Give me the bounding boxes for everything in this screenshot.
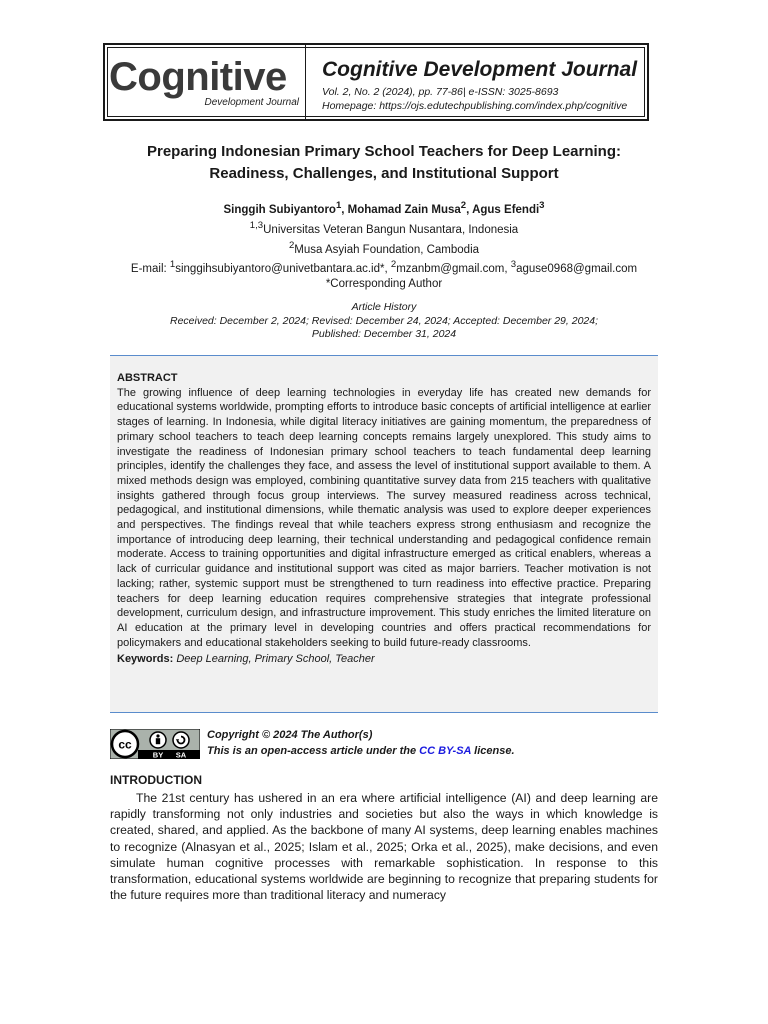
- introduction-heading: INTRODUCTION: [110, 773, 202, 787]
- abstract-box: [110, 355, 658, 713]
- license-line: [207, 744, 515, 760]
- author-2-sup: 2: [460, 200, 467, 211]
- cc-by-sa-link[interactable]: CC BY-SA: [419, 744, 472, 757]
- corresponding-author-note: *Corresponding Author: [325, 278, 443, 291]
- journal-homepage: Homepage: https://ojs.edutechpublishing.com/index.php/cognitive: [322, 100, 628, 113]
- cc-by-sa-badge-icon[interactable]: [110, 729, 200, 759]
- author-3: Agus Efendi: [472, 203, 540, 216]
- article-history: [110, 301, 658, 342]
- license-block: [110, 726, 658, 760]
- history-published: Published: December 31, 2024: [311, 328, 457, 340]
- badge-cc-text: cc: [118, 737, 132, 752]
- license-suffix: license.: [471, 744, 515, 757]
- affiliation-1-sup: 1,3: [249, 219, 264, 231]
- logo-wordmark: Cognitive: [109, 55, 287, 99]
- author-block: [110, 198, 658, 292]
- logo-subtitle: Development Journal: [204, 97, 299, 108]
- email-2[interactable]: mzanbm@gmail.com,: [396, 263, 511, 276]
- journal-info: [306, 45, 637, 119]
- title-line-1: Preparing Indonesian Primary School Teachers for Deep Learning:: [146, 143, 621, 160]
- abstract-text: The growing influence of deep learning technologies in everyday life has created new demands for educational systems worldwide, prompting efforts to introduce basic concepts of artificial intelligence at earlier stages of learning. In Indonesia, while digital literacy initiatives are gaining momentum, the preparedness of primary school teachers to teach deep learning concepts remains largely unexplored. This study aims to investigate the readiness of Indonesian primary school teachers to teach fundamental deep learning principles, identify the challenges they face, and assess the level of institutional support available to them. A mixed methods design was employed, combining quantitative survey data from 215 teachers with qualitative insights gathered through focus group interviews. The survey measured readiness across technical, pedagogical, and institutional dimensions, while thematic analysis was used to explore deeper experiences and perspectives. The findings reveal that while teachers express strong enthusiasm and recognize the importance of introducing deep learning, their technical understanding and pedagogical confidence remain moderate. Access to training opportunities and digital infrastructure emerged as critical enablers, whereas a lack of curricular guidance and institutional support was cited as major barriers. Teacher motivation is not lacking; rather, systemic support must be strengthened to turn readiness into effective practice. Preparing teachers for deep learning education requires comprehensive strategies that integrate professional development, curriculum design, and infrastructure improvement. This study enriches the limited literature on AI education at the primary level in developing countries and offers practical recommendations for policymakers and educational stakeholders seeking to build future-ready classrooms.: [117, 386, 651, 649]
- author-names: Singgih Subiyantoro$^1$, Mohamad Zain Musa$^2$, Agus Efendi$^3$: [223, 200, 545, 216]
- email-label: E-mail:: [130, 263, 170, 276]
- abstract-heading: ABSTRACT: [117, 372, 178, 384]
- copyright-line: Copyright © 2024 The Author(s): [207, 729, 373, 741]
- title-line-2: Readiness, Challenges, and Institutional Support: [209, 165, 559, 182]
- license-prefix: This is an open-access article under the: [207, 744, 420, 757]
- author-3-sup: 3: [539, 200, 545, 211]
- author-1: Singgih Subiyantoro: [223, 203, 336, 216]
- license-text: [207, 728, 515, 759]
- keywords-values: Deep Learning, Primary School, Teacher: [176, 653, 375, 666]
- affiliation-1-text: Universitas Veteran Bangun Nusantara, Indonesia: [263, 223, 519, 236]
- email-1-sup: 1: [169, 259, 176, 271]
- journal-logo: [105, 45, 306, 119]
- email-3-sup: 3: [510, 259, 517, 271]
- affiliation-1: [110, 218, 658, 238]
- journal-volume: Vol. 2, No. 2 (2024), pp. 77-86| e-ISSN: 3025-8693: [322, 86, 559, 99]
- badge-by-text: BY: [152, 750, 164, 759]
- email-1[interactable]: singgihsubiyantoro@univetbantara.ac.id*,: [175, 263, 391, 276]
- keywords-label: Keywords:: [117, 653, 174, 666]
- history-label: Article History: [351, 301, 417, 313]
- affiliation-2: [110, 238, 658, 258]
- affiliation-2-sup: 2: [288, 239, 295, 251]
- article-title: [110, 141, 658, 185]
- introduction-text: The 21st century has ushered in an era where artificial intelligence (AI) and deep learning are rapidly transforming not only industries and societies but also the ways in which knowledge is created, shared, and applied. As the backbone of many AI systems, deep learning enables machines to recognize (Alnasyan et al., 2025; Islam et al., 2025; Orka et al., 2025), make decisions, and even simulate human cognitive processes with remarkable sophistication. In response to this transformation, educational systems worldwide are beginning to recognize that preparing students for the future requires more than traditional literacy and numeracy: [110, 791, 658, 903]
- journal-title: Cognitive Development Journal: [322, 58, 638, 81]
- email-2-sup: 2: [390, 259, 397, 271]
- keywords-line: [117, 652, 651, 667]
- badge-sa-text: SA: [175, 750, 187, 759]
- author-2: Mohamad Zain Musa: [347, 203, 461, 216]
- history-dates: Received: December 2, 2024; Revised: December 24, 2024; Accepted: December 29, 2024;: [169, 314, 599, 327]
- affiliation-2-text: Musa Asyiah Foundation, Cambodia: [294, 243, 480, 256]
- email-3[interactable]: aguse0968@gmail.com: [516, 263, 638, 276]
- email-line: [110, 257, 658, 277]
- author-1-sup: 1: [335, 200, 342, 211]
- journal-header: [103, 43, 649, 121]
